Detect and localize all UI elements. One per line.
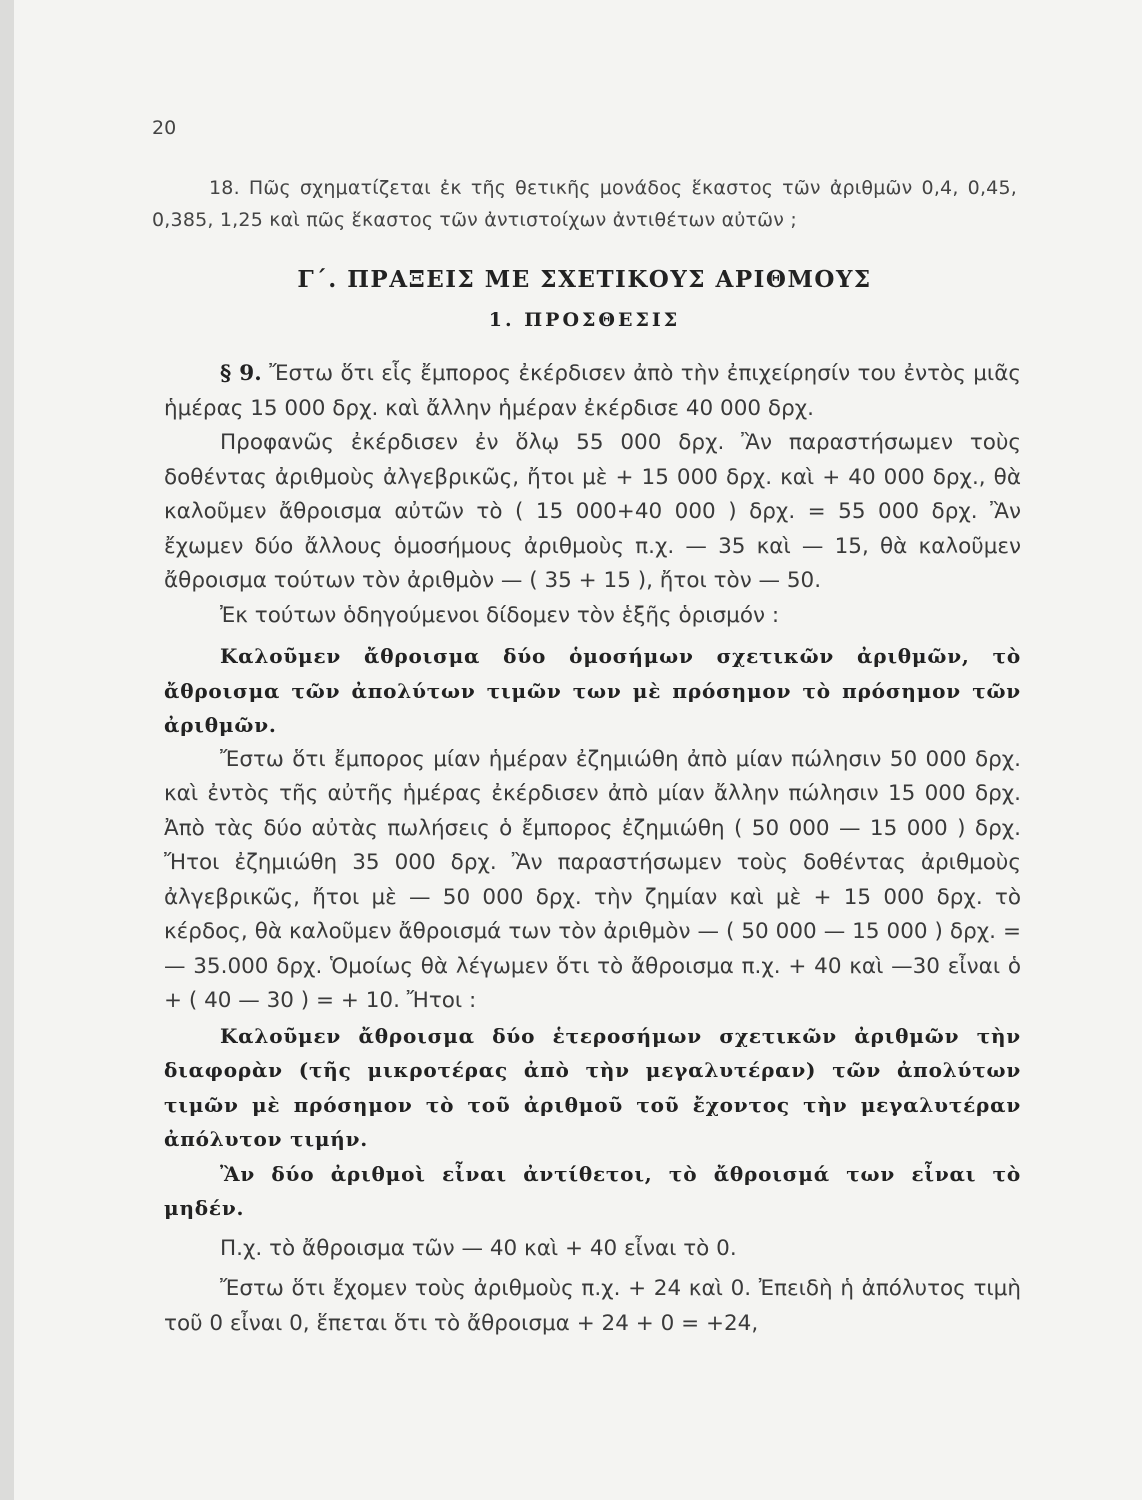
paragraph-intro [164,357,1021,426]
exercise-question-18: 18. Πῶς σχηματίζεται ἐκ τῆς θετικῆς μονάδος ἕκαστος τῶν ἀριθμῶν 0,4, 0,45, 0,385, 1,25 καὶ πῶς ἕκαστος τῶν ἀντιστοίχων ἀντιθέτων αὐτῶν ; [152,177,1017,231]
body-text [164,357,1021,1341]
book-page [14,0,1142,1500]
section-title: Γ΄. ΠΡΑΞΕΙΣ ΜΕ ΣΧΕΤΙΚΟΥΣ ΑΡΙΘΜΟΥΣ [297,266,872,293]
definition-same-sign: Καλοῦμεν ἄθροισμα δύο ὁμοσήμων σχετικῶν ἀριθμῶν, τὸ ἄθροισμα τῶν ἀπολύτων τιμῶν των μὲ πρόσημον τὸ πρόσημον τῶν ἀριθμῶν. [164,644,1021,737]
paragraph-example: Π.χ. τὸ ἄθροισμα τῶν — 40 καὶ + 40 εἶναι τὸ 0. [220,1235,737,1261]
rule-opposites: Ἂν δύο ἀριθμοὶ εἶναι ἀντίθετοι, τὸ ἄθροισμά των εἶναι τὸ μηδέν. [164,1161,1021,1220]
paragraph: Ἐκ τούτων ὁδηγούμενοι δίδομεν τὸν ἑξῆς ὁρισμόν : [220,602,780,628]
subsection-title: 1. ΠΡΟΣΘΕΣΙΣ [488,309,681,331]
definition-opposite-sign: Καλοῦμεν ἄθροισμα δύο ἑτεροσήμων σχετικῶν ἀριθμῶν τὴν διαφορὰν (τῆς μικροτέρας ἀπὸ τὴν μεγαλυτέραν) τῶν ἀπολύτων τιμῶν μὲ πρόσημον τὸ τοῦ ἀριθμοῦ τοῦ ἔχοντος τὴν μεγαλυτέραν ἀπόλυτον τιμήν. [164,1023,1021,1151]
paragraph: Ἔστω ὅτι ἔμπορος μίαν ἡμέραν ἐζημιώθη ἀπὸ μίαν πώλησιν 50 000 δρχ. καὶ ἐντὸς τῆς αὐτῆς ἡμέρας ἐκέρδισεν ἀπὸ μίαν ἄλλην πώλησιν 15 000 δρχ. Ἀπὸ τὰς δύο αὐτὰς πωλήσεις ὁ ἔμπορος ἐζημιώθη ( 50 000 — 15 000 ) δρχ. Ἤτοι ἐζημιώθη 35 000 δρχ. Ἂν παραστήσωμεν τοὺς δοθέντας ἀριθμοὺς ἀλγεβρικῶς, ἤτοι μὲ — 50 000 δρχ. τὴν ζημίαν καὶ μὲ + 15 000 δρχ. τὸ κέρδος, θὰ καλοῦμεν ἄθροισμά των τὸν ἀριθμὸν — ( 50 000 — 15 000 ) δρχ. = — 35.000 δρχ. Ὁμοίως θὰ λέγωμεν ὅτι τὸ ἄθροισμα π.χ. + 40 καὶ —30 εἶναι ὁ + ( 40 — 30 ) = + 10. Ἤτοι : [164,746,1021,1013]
paragraph-text: Ἔστω ὅτι εἷς ἔμπορος ἐκέρδισεν ἀπὸ τὴν ἐπιχείρησίν του ἐντὸς μιᾶς ἡμέρας 15 000 δρχ. καὶ ἄλλην ἡμέραν ἐκέρδισε 40 000 δρχ. [164,361,1021,421]
page-number: 20 [152,117,177,139]
paragraph: Προφανῶς ἐκέρδισεν ἐν ὅλῳ 55 000 δρχ. Ἂν παραστήσωμεν τοὺς δοθέντας ἀριθμοὺς ἀλγεβρικῶς, ἤτοι μὲ + 15 000 δρχ. καὶ + 40 000 δρχ., θὰ καλοῦμεν ἄθροισμα αὐτῶν τὸ ( 15 000+40 000 ) δρχ. = 55 000 δρχ. Ἂν ἔχωμεν δύο ἄλλους ὁμοσήμους ἀριθμοὺς π.χ. — 35 καὶ — 15, θὰ καλοῦμεν ἄθροισμα τούτων τὸν ἀριθμὸν — ( 35 + 15 ), ἤτοι τὸν — 50. [164,430,1021,593]
paragraph: Ἔστω ὅτι ἔχομεν τοὺς ἀριθμοὺς π.χ. + 24 καὶ 0. Ἐπειδὴ ἡ ἀπόλυτος τιμὴ τοῦ 0 εἶναι 0, ἕπεται ὅτι τὸ ἄθροισμα + 24 + 0 = +24, [164,1276,1021,1336]
paragraph-mark: § 9. [220,361,262,386]
